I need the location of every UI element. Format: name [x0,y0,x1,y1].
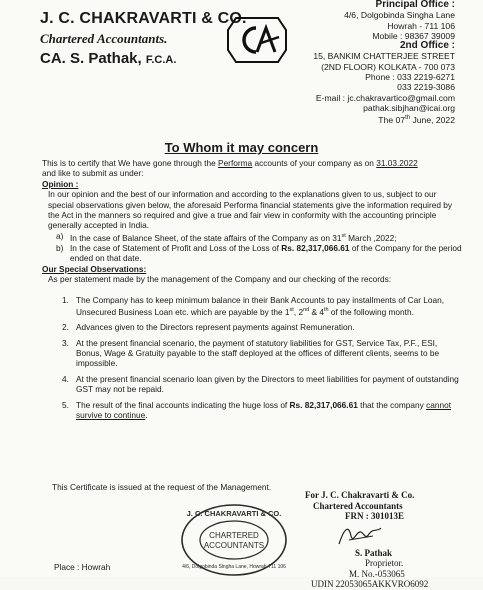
item-label: b) [56,243,64,254]
observation-item [62,400,462,421]
observation-text: At the present financial scenario, the payment of statutory liabilities for GST, Service Tax, P.F., ESI, Bonus, Wage & Gratuity payable to the staff deployed at the offices of different clients, seems to be impossible. [76,337,440,369]
signature-role-line: Chartered Accountants [313,500,403,511]
date-sup: th [405,115,411,122]
intro-submit: and like to submit as under: [42,168,144,179]
item-text-pre: In the case of Balance Sheet, of the state affairs of the Company as on 31 [70,232,342,243]
observation-item [62,295,462,318]
second-office-label: 2nd Office : [399,40,455,52]
second-line: 15, BANKIM CHATTERJEE STREET [313,51,455,62]
seal-bottom-text: 4/6, Dolgobinda Singha Lane, Howrah-711 106 [182,564,286,570]
handwritten-signature [335,522,385,548]
office-addresses [275,0,455,125]
seal-center-bottom: ACCOUNTANTS [203,541,265,550]
second-line: 033 2219-3086 [397,82,455,93]
principal-line: 4/6, Dolgobinda Singha Lane [344,10,455,21]
signatory-title: Proprietor. [365,558,404,568]
obs-text: , 2 [293,306,304,317]
second-line: E-mail : jc.chakravartico@gmail.com [315,92,455,103]
firm-seal-stamp [178,500,290,578]
observation-text [76,295,462,318]
observation-number: 1. [62,294,69,305]
obs-sup: nd [303,307,310,314]
certificate-statement: This Certificate is issued at the request of the Management. [52,482,272,492]
second-line: pathak.sibjhan@icai.org [363,102,455,113]
place-line: Place : Howrah [54,562,111,572]
item-sup: st [341,232,346,239]
item-text [70,231,397,243]
obs-text: of the following month. [328,306,414,317]
signature-frn: FRN : 301013E [345,511,404,521]
loss-amount: Rs. 82,317,066.61 [289,399,358,410]
membership-number: M. No.-053065 [349,568,405,579]
obs-text: The result of the final accounts indicating the huge loss of [76,399,290,410]
signature-block [305,490,465,590]
intro-performa: Performa [218,158,253,168]
document-title: To Whom it may concern [164,140,319,155]
opinion-heading: Opinion : [42,178,79,189]
item-text-post: of the Company for the period ended on that date. [70,243,462,264]
item-label: a) [56,230,64,241]
observations-list [42,295,462,421]
obs-text: The Company has to keep minimum balance in their Bank Accounts to pay installments of Car Loan, Unsecured Business Loan etc. which are payable by the 1 [76,294,445,317]
observation-item [62,374,462,395]
signature-for-line: For J. C. Chakravarti & Co. [305,490,415,500]
date-prefix: The 07 [378,115,406,126]
intro-date: 31.03.2022 [376,158,418,168]
obs-text: . [145,410,148,421]
opinion-item [56,243,462,264]
principal-office-label: Principal Office : [375,0,455,10]
opinion-text: In our opinion and the best of our information and according to the explanations given to us, subject to our special observations given below, the aforesaid Performa financial statements give the information required by the Act in the manners so required and give a true and fair view in conformity with the accounting principle generally accepted in India. [48,189,453,231]
letterhead-firm [40,10,247,67]
intro-text: accounts of your company as on [252,158,377,168]
special-observations-heading: Our Special Observations: [42,263,147,274]
observation-number: 3. [62,337,69,348]
observation-item [62,338,462,369]
opinion-item [56,231,462,243]
principal-line: Mobile : 98367 39009 [372,30,455,41]
obs-underlined: cannot survive to continue [76,399,452,421]
item-text [70,243,462,264]
firm-name: J. C. CHAKRAVARTI & CO. [40,10,247,27]
special-observations-intro: As per statement made by the management of the Company and our checking of the records: [48,274,392,285]
obs-text: & 4 [309,306,324,317]
date-suffix: June, 2022 [410,115,455,126]
intro-paragraph [42,158,462,168]
letter-date [275,113,455,125]
second-line: Phone : 033 2219-6271 [365,72,455,83]
observation-number: 5. [62,399,69,410]
loss-amount: Rs. 82,317,066.61 [281,243,350,254]
item-text-pre: In the case of Statement of Profit and Loss of the Loss of [70,243,282,254]
item-text-post: March ,2022; [345,232,397,243]
udin-number: UDIN 22053065AKKVRO6092 [311,579,429,589]
second-line: (2ND FLOOR) KOLKATA - 700 073 [321,61,455,72]
principal-line: Howrah - 711 106 [387,20,455,31]
seal-ring-text: J. C. CHAKRAVARTI & CO. [186,509,282,518]
intro-text: This is to certify that We have gone through the [42,158,219,168]
certificate-body [42,158,462,425]
observation-item [62,322,462,332]
observation-text [76,400,462,421]
observation-number: 4. [62,373,69,384]
seal-center-top: CHARTERED [209,531,259,540]
opinion-sublist [42,231,462,264]
partner-name [40,50,247,67]
obs-text: that the company [357,399,427,410]
signatory-name: S. Pathak [355,547,393,558]
partner-name-text: CA. S. Pathak, [40,50,142,67]
obs-sup: th [323,307,329,314]
obs-sup: st [289,307,294,314]
firm-subtitle: Chartered Accountants. [40,31,168,46]
observation-text: Advances given to the Directors represent payments against Remuneration. [76,322,355,333]
partner-credential: F.C.A. [145,54,177,66]
observation-number: 2. [62,322,69,333]
observation-text: At the present financial scenario loan given by the Directors to meet liabilities for payment of outstanding GST may not be repaid. [76,373,459,395]
